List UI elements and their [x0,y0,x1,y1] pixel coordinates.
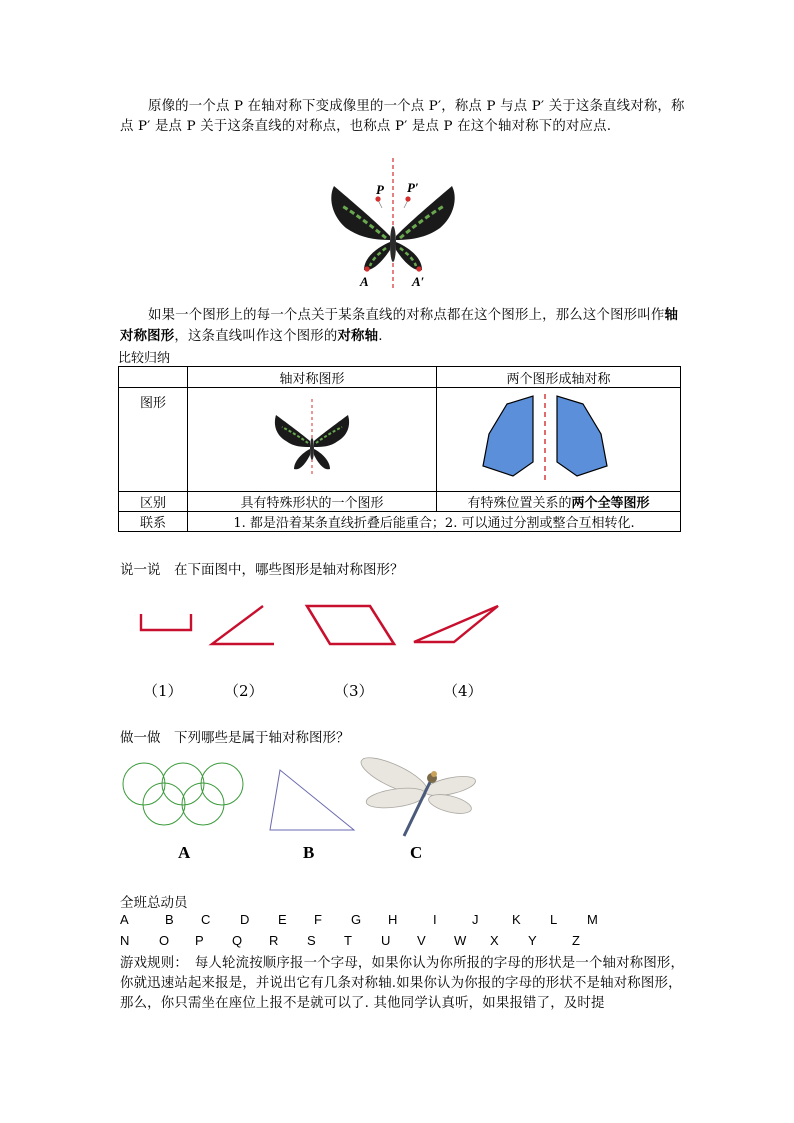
letter: B [165,912,174,927]
point-p-label: P [376,182,384,197]
point-a-prime-label: A′ [412,274,425,289]
letter: M [587,912,598,927]
small-butterfly-image [272,399,352,477]
butterfly-figure [320,158,470,288]
cell-axial-figure [188,388,437,492]
butterfly-image [320,158,470,288]
cell-diff-pair [437,492,681,512]
letter: H [388,912,398,927]
diff-pair-text: 有特殊位置关系的 [467,496,572,511]
letter: A [120,912,129,927]
game-rules: 游戏规则： 每人轮流按顺序报一个字母，如果你认为你所报的字母的形状是一个轴对称图形，你就迅速站起来报是，并说出它有几条对称轴.如果你认为你报的字母的形状不是轴对称图形，那么，你只需坐在座位上报不是就可以了. 其他同学认真听，如果报错了，及时提 [120,956,685,1011]
compare-heading: 比较归纳 [118,351,171,366]
letter: J [472,912,479,927]
olympic-rings-figure [120,762,246,828]
letter: Z [572,933,580,948]
two-polygons-image [479,394,639,482]
row-label-diff: 区别 [119,492,188,512]
col-header-pair: 两个图形成轴对称 [437,367,681,388]
comparison-table [118,366,681,532]
letter: G [351,912,362,927]
shape-2 [212,606,274,644]
shape-1 [141,614,191,630]
caption-2: （2） [224,682,264,700]
col-header-axial: 轴对称图形 [188,367,437,388]
letter: P [195,933,204,948]
letter: K [512,912,521,927]
letter: C [201,912,211,927]
letter: U [381,933,391,948]
definition-part1: 如果一个图形上的每一个点关于某条直线的对称点都在这个图形上，那么这个图形叫作 [148,308,665,323]
say-shapes [130,600,510,652]
shape-3 [307,606,394,644]
letter: I [433,912,437,927]
definition-paragraph [120,305,685,347]
triangle-figure [266,768,358,834]
term-axial-figure: 轴对称图形 [120,307,679,344]
letter: L [550,912,558,927]
diff-pair-bold: 两个全等图形 [571,496,650,511]
caption-4: （4） [443,682,483,700]
shape-4 [414,606,498,642]
letter: D [240,912,250,927]
letter: O [159,933,170,948]
point-a-label: A [360,274,369,289]
game-title: 全班总动员 [120,895,188,911]
dragonfly-figure [356,748,478,840]
letter: F [314,912,322,927]
definition-part2: ，这条直线叫作这个图形的 [174,329,338,344]
letter: V [417,933,426,948]
letter: S [307,933,316,948]
letter: E [278,912,287,927]
letter: R [269,933,279,948]
definition-part3: . [378,329,383,344]
letter: N [120,933,130,948]
caption-c: C [410,843,423,862]
cell-diff-axial: 具有特殊形状的一个图形 [188,492,437,512]
table-corner-cell [119,367,188,388]
caption-b: B [303,843,315,862]
term-axis: 对称轴 [337,328,379,344]
do-title: 做一做 下列哪些是属于轴对称图形？ [120,730,350,746]
say-title: 说一说 在下面图中，哪些图形是轴对称图形？ [120,562,404,578]
caption-1: （1） [143,682,183,700]
cell-pair-figure [437,388,681,492]
row-label-figure: 图形 [119,388,188,492]
point-p-prime-label: P′ [407,180,419,195]
cell-link: 1. 都是沿着某条直线折叠后能重合；2. 可以通过分割或整合互相转化. [188,512,681,532]
caption-a: A [178,843,191,862]
letter: T [344,933,352,948]
letter: Q [232,933,243,948]
letter: W [454,933,467,948]
row-label-link: 联系 [119,512,188,532]
letter: Y [528,933,537,948]
intro-paragraph: 原像的一个点 P 在轴对称下变成像里的一个点 P′，称点 P 与点 P′ 关于这条直线对称，称点 P′ 是点 P 关于这条直线的对称点，也称点 P′ 是点 P 在这个轴对称下的对应点. [120,99,685,134]
letter: X [490,933,499,948]
caption-3: （3） [334,682,374,700]
